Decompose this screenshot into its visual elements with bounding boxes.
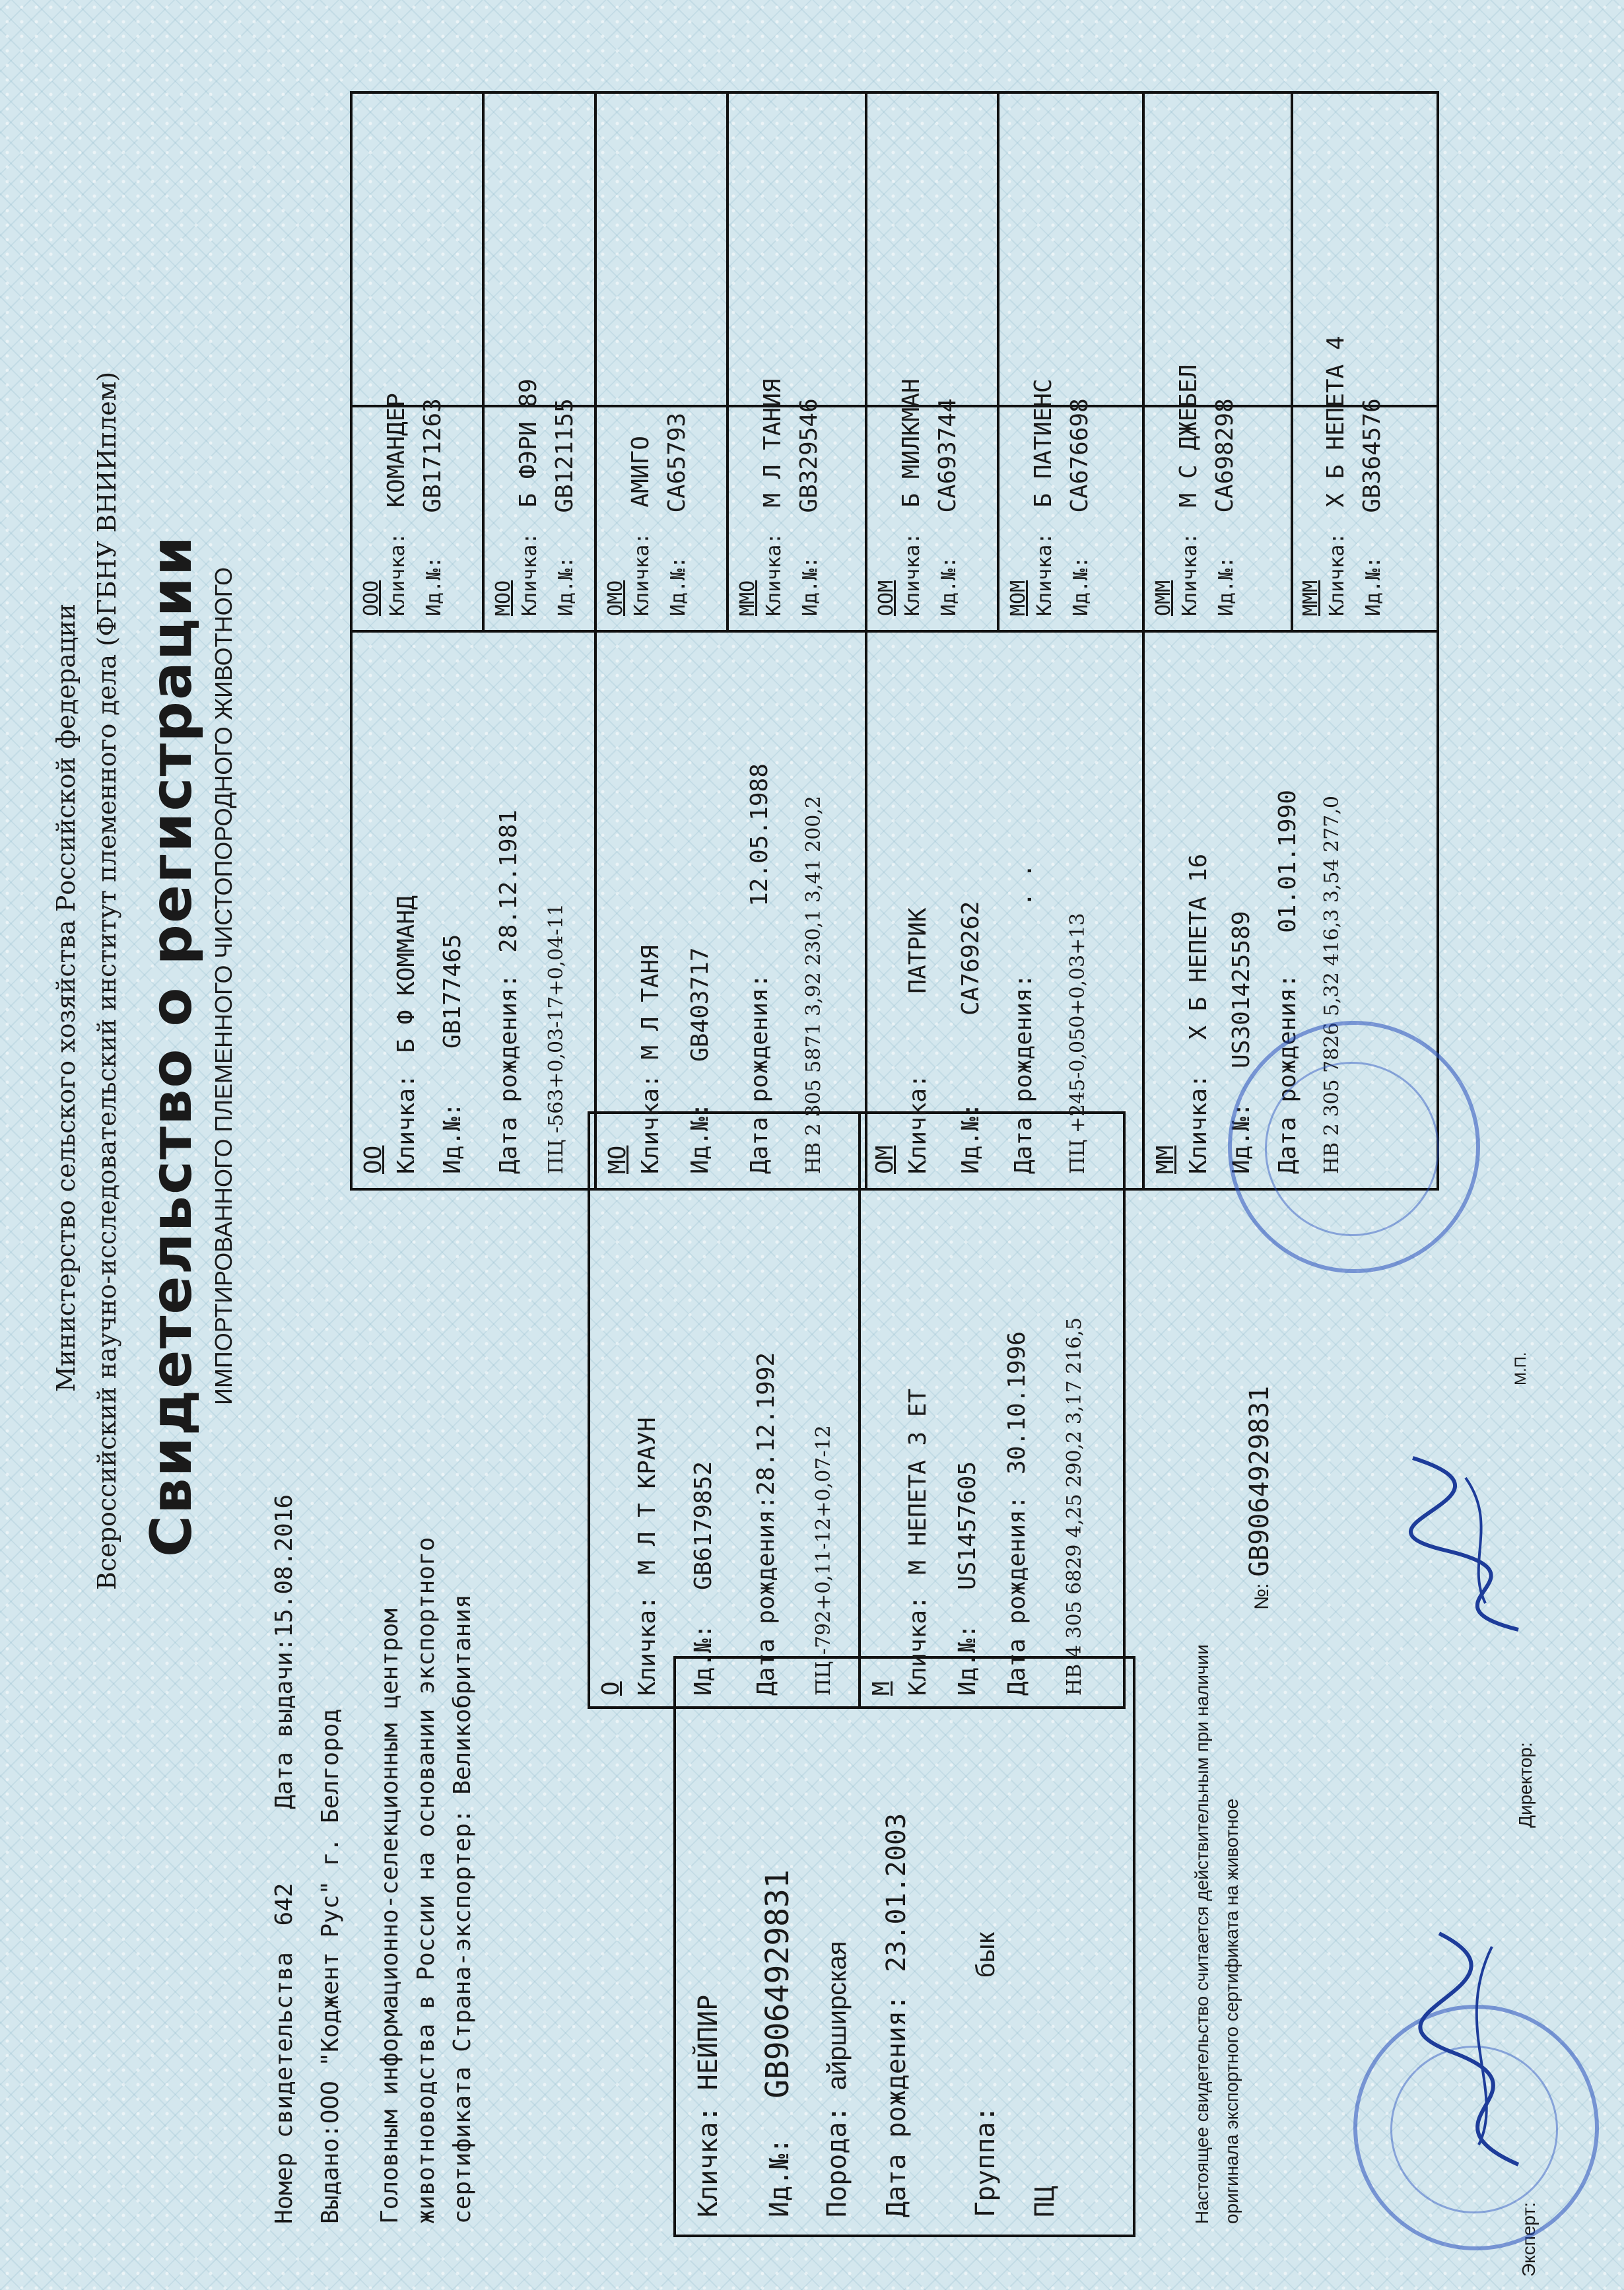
dam-id: US1457605 <box>954 1461 981 1590</box>
ministry-line: Министерство сельского хозяйства Российской федерации <box>51 604 81 1392</box>
footer-cert-row <box>1244 1386 1275 1610</box>
gen3-name: КОМАНДЕР <box>383 393 410 508</box>
gen3-div-2 <box>594 91 597 633</box>
gen3-cell <box>1152 364 1238 616</box>
gen3-name-label: Кличка: <box>1326 532 1349 616</box>
sire-name: М Л Т КРАУН <box>634 1417 661 1575</box>
issue-date: 15.08.2016 <box>271 1494 298 1638</box>
gen3-cell <box>736 378 823 616</box>
gen3-id-label: Ид.№: <box>423 556 446 616</box>
sire-name-label: Кличка: <box>634 1595 661 1696</box>
gen3-id-label: Ид.№: <box>1362 556 1385 616</box>
animal-dob: 23.01.2003 <box>881 1813 912 1972</box>
animal-breed-row <box>822 1941 852 2217</box>
gen3-id: CA693744 <box>934 398 961 513</box>
certificate-number-label: Номер свидетельства <box>271 1952 298 2224</box>
om-id-row <box>957 901 984 1174</box>
gen3-div-5 <box>997 91 999 633</box>
footer-note-2: оригинала экспортного сертификата на животное <box>1221 1798 1242 2224</box>
gen3-name-label: Кличка: <box>630 532 654 616</box>
animal-name-label: Кличка: <box>693 2106 724 2217</box>
oo-id: GB177465 <box>439 934 466 1049</box>
basis-line-3: сертификата Страна-экспортер: Великобритания <box>449 1594 476 2224</box>
sire-pc: ПЦ -792+0,11-12+0,07-12 <box>812 1425 835 1696</box>
animal-dob-row <box>881 1813 912 2217</box>
mm-id: US301425589 <box>1228 911 1255 1068</box>
stamp-place: М.П. <box>1512 1352 1530 1385</box>
gen3-id: CA698298 <box>1211 398 1238 513</box>
basis-line-1: Головным информационно-селекционным центром <box>376 1609 403 2224</box>
gen3-div-1 <box>482 91 485 633</box>
oo-name-label: Кличка: <box>393 1074 420 1174</box>
gen3-id-label: Ид.№: <box>555 556 578 616</box>
animal-id: GB9064929831 <box>759 1869 796 2099</box>
director-signature-icon <box>1386 1445 1558 1643</box>
expert-signature-icon <box>1400 1920 1571 2171</box>
dam-id-label: Ид.№: <box>954 1624 981 1696</box>
animal-breed: айрширская <box>823 1941 852 2091</box>
animal-name-row <box>693 1995 724 2217</box>
gen3-name-label: Кличка: <box>1178 532 1201 616</box>
sire-dob: 28.12.1992 <box>753 1352 780 1496</box>
mm-name-label: Кличка: <box>1185 1074 1212 1174</box>
issued-to: Выдано:ООО "Коджент Рус" г. Белгород <box>317 1708 344 2224</box>
gen3-id-label: Ид.№: <box>1215 556 1238 616</box>
gen1-divider <box>858 1111 861 1709</box>
gen3-name: М С ДЖЕБЕЛ <box>1175 364 1202 508</box>
sire-id: GB6179852 <box>690 1461 717 1590</box>
gen3-name-label: Кличка: <box>901 532 924 616</box>
oo-pc: ПЦ -563+0,03-17+0,04-11 <box>545 903 568 1174</box>
expert-label: Эксперт: <box>1518 2202 1539 2277</box>
certificate-number: 642 <box>271 1883 298 1926</box>
gen3-name-label: Кличка: <box>1033 532 1056 616</box>
document-subtitle: ИМПОРТИРОВАННОГО ПЛЕМЕННОГО ЧИСТОПОРОДНОГО ЖИВОТНОГО <box>210 567 237 1405</box>
mm-id-label: Ид.№: <box>1228 1102 1255 1174</box>
oo-id-label: Ид.№: <box>439 1102 466 1174</box>
sire-id-row <box>690 1461 717 1696</box>
gen3-name: М Л ТАНИЯ <box>759 378 786 508</box>
animal-pc-label: ПЦ <box>1030 2185 1060 2217</box>
gen3-id: CA676698 <box>1066 398 1093 513</box>
dam-name-label: Кличка: <box>904 1595 931 1696</box>
om-pc: ПЦ +245-0,050+0,03+13 <box>1066 913 1089 1174</box>
animal-id-row <box>759 1869 796 2217</box>
om-tag: ОМ <box>871 1145 898 1174</box>
gen3-cell <box>875 378 961 616</box>
gen3-name: Б ФЭРИ 89 <box>515 378 542 508</box>
footer-cert-number: GB9064929831 <box>1244 1385 1275 1577</box>
mm-hb: НВ 2 305 7826 5,32 416,3 3,54 277,0 <box>1320 795 1343 1174</box>
gen3-id-label: Ид.№: <box>937 556 961 616</box>
om-dob-row <box>1010 864 1037 1174</box>
gen3-name-label: Кличка: <box>386 532 409 616</box>
om-dob: . . <box>1010 863 1037 907</box>
gen3-id: GB171263 <box>419 398 446 513</box>
oo-dob-label: Дата рождения: <box>495 973 522 1174</box>
gen3-name-label: Кличка: <box>518 532 541 616</box>
gen3-tag: ОММ <box>1152 580 1175 616</box>
mo-name-label: Кличка: <box>637 1074 664 1174</box>
gen3-name: Б МИЛКМАН <box>898 378 925 508</box>
animal-id-label: Ид.№: <box>764 2137 795 2217</box>
footer-cert-label: №: <box>1251 1583 1273 1610</box>
oo-dob: 28.12.1981 <box>495 810 522 953</box>
dam-name-row <box>904 1389 931 1696</box>
mo-id-label: Ид.№: <box>687 1102 714 1174</box>
om-name-label: Кличка: <box>904 1074 931 1174</box>
om-id-label: Ид.№: <box>957 1102 984 1174</box>
gen3-cell <box>360 393 446 616</box>
oo-id-row <box>439 934 466 1174</box>
om-name: ПАТРИК <box>904 907 931 994</box>
animal-group: бык <box>971 1932 1000 1978</box>
gen3-id: GB329546 <box>795 398 823 513</box>
gen3-tag: ОМО <box>604 580 627 616</box>
round-stamp-icon <box>1228 1021 1480 1273</box>
sire-id-label: Ид.№: <box>690 1624 717 1696</box>
mo-name-row <box>637 945 664 1174</box>
dam-id-row <box>954 1461 981 1696</box>
mm-dob-label: Дата рождения: <box>1274 973 1301 1174</box>
basis-line-2: животноводства в России на основании экспортного <box>413 1537 440 2224</box>
mm-name-row <box>1185 854 1212 1174</box>
oo-name-row <box>393 895 420 1174</box>
dam-dob-label: Дата рождения: <box>1003 1495 1031 1696</box>
document-title: Свидетельство о регистрации <box>139 534 205 1557</box>
gen3-id-label: Ид.№: <box>799 556 822 616</box>
footer-note-1: Настоящее свидетельство считается действительным при наличии <box>1192 1644 1212 2224</box>
gen3-id-label: Ид.№: <box>667 556 690 616</box>
gen3-cell <box>1007 378 1093 616</box>
gen3-id: CA65793 <box>663 412 691 513</box>
mo-dob-label: Дата рождения: <box>746 973 773 1174</box>
mo-id-row <box>687 948 714 1174</box>
mo-name: М Л ТАНЯ <box>637 945 664 1060</box>
dam-name: М НЕПЕТА 3 ЕТ <box>904 1388 931 1575</box>
gen3-tag: ММО <box>736 580 759 616</box>
mo-id: GB403717 <box>687 947 714 1062</box>
gen3-name: АМИГО <box>627 436 654 508</box>
animal-name: НЕЙПИР <box>693 1994 724 2091</box>
animal-dob-label: Дата рождения: <box>881 1994 912 2217</box>
dam-dob: 30.10.1996 <box>1003 1331 1031 1475</box>
gen3-id: GB121155 <box>551 398 578 513</box>
issue-date-label: Дата выдачи: <box>271 1637 298 1809</box>
mo-tag: МО <box>604 1145 631 1174</box>
animal-breed-label: Порода: <box>822 2106 852 2217</box>
oo-name: Б Ф КОММАНД <box>393 895 420 1053</box>
gen3-cell <box>1299 335 1386 616</box>
gen3-div-4 <box>865 91 867 633</box>
gen3-id-label: Ид.№: <box>1069 556 1093 616</box>
mm-dob: 01.01.1990 <box>1274 790 1301 933</box>
animal-group-label: Группа: <box>970 2106 1001 2217</box>
mm-name: Х Б НЕПЕТА 16 <box>1185 853 1212 1040</box>
gen3-div-6 <box>1142 91 1145 633</box>
gen3-name: Б ПАТИЕНС <box>1030 378 1057 508</box>
gen1-box <box>588 1111 1126 1709</box>
mo-dob: 12.05.1988 <box>746 763 773 907</box>
gen3-tag: ООО <box>360 580 383 616</box>
mm-tag: ММ <box>1152 1145 1179 1174</box>
gen3-id: GB364576 <box>1359 398 1386 513</box>
sire-name-row <box>634 1417 661 1696</box>
gen3-div-3 <box>726 91 729 633</box>
om-dob-label: Дата рождения: <box>1010 973 1037 1174</box>
gen3-name: Х Б НЕПЕТА 4 <box>1322 335 1349 508</box>
director-label: Директор: <box>1515 1742 1536 1828</box>
oo-dob-row <box>495 810 522 1174</box>
animal-group-row <box>970 1932 1001 2217</box>
gen3-name-label: Кличка: <box>762 532 786 616</box>
gen3-cell <box>492 378 578 616</box>
dam-dob-row <box>1003 1331 1031 1696</box>
gen3-div-7 <box>1291 91 1293 633</box>
certificate-number-row <box>271 1494 298 2224</box>
mo-dob-row <box>746 763 773 1174</box>
oo-tag: ОО <box>360 1145 387 1174</box>
sire-tag: О <box>597 1681 625 1696</box>
gen3-cell <box>604 413 691 616</box>
sire-dob-row <box>753 1352 780 1696</box>
dam-tag: М <box>868 1681 895 1696</box>
dam-hb: НВ 4 305 6829 4,25 290,2 3,17 216,5 <box>1063 1317 1086 1696</box>
gen3-tag: МОМ <box>1007 580 1030 616</box>
gen3-tag: МММ <box>1299 580 1322 616</box>
gen3-tag: ООМ <box>875 580 898 616</box>
mo-hb: НВ 2 305 5871 3,92 230,1 3,41 200,2 <box>802 795 825 1174</box>
institute-line: Всероссийский научно-исследовательский институт племенного дела (ФГБНУ ВНИИплем) <box>92 371 121 1590</box>
om-name-row <box>904 908 931 1174</box>
sire-dob-label: Дата рождения: <box>753 1495 780 1696</box>
om-id: CA769262 <box>957 901 984 1016</box>
gen3-tag: МОО <box>492 580 515 616</box>
